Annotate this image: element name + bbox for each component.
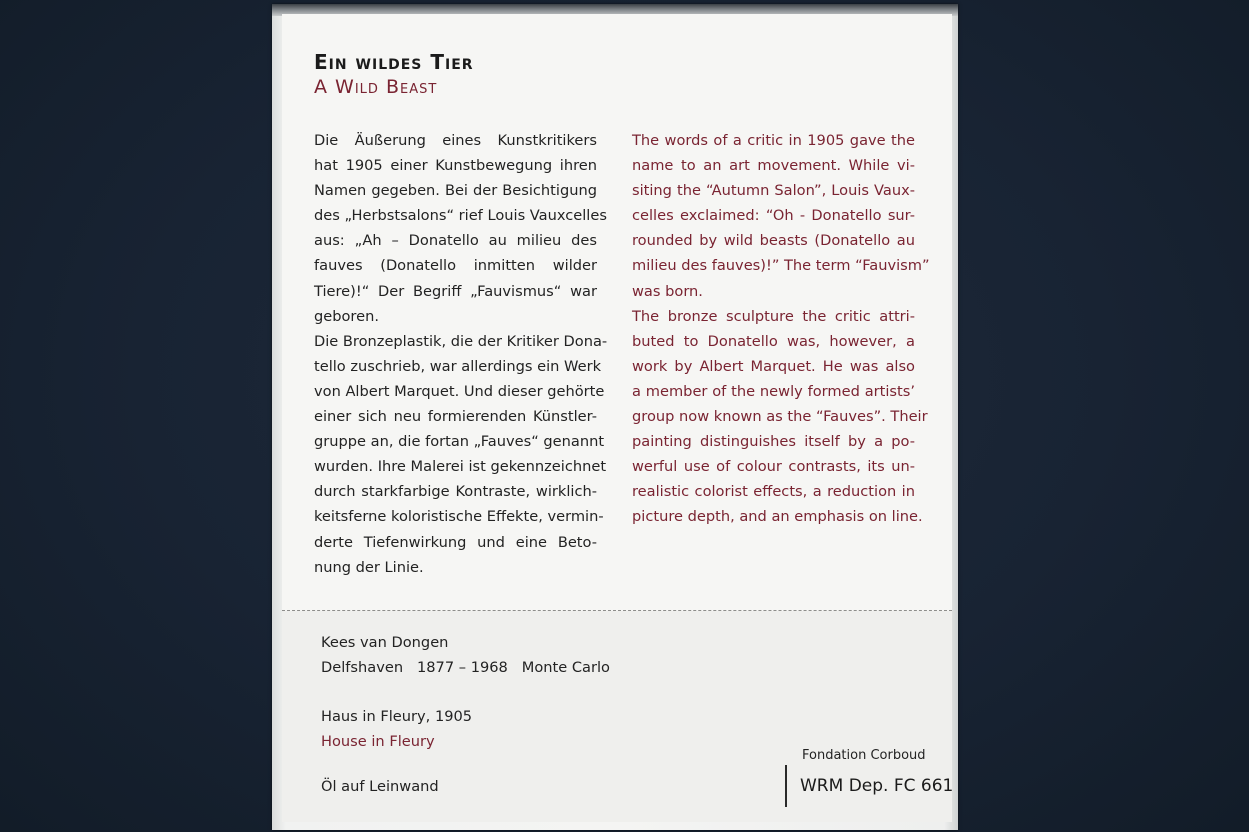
text-line: name to an art movement. While vi- bbox=[632, 157, 915, 175]
text-line: nung der Linie. bbox=[314, 558, 424, 576]
text-line: a member of the newly formed artists’ bbox=[632, 382, 915, 400]
text-line: The words of a critic in 1905 gave the bbox=[632, 132, 915, 149]
artist-life-dates: Delfshaven 1877 – 1968 Monte Carlo bbox=[321, 659, 610, 676]
text-line: gruppe an, die fortan „Fauves“ genannt bbox=[314, 433, 605, 451]
text-line: Die Äußerung eines Kunstkritikers bbox=[314, 132, 597, 149]
artist-info bbox=[321, 630, 610, 680]
text-line: derte Tiefenwirkung und eine Beto- bbox=[314, 533, 597, 551]
museum-label-card bbox=[282, 14, 952, 822]
text-line: hat 1905 einer Kunstbewegung ihren bbox=[314, 157, 597, 175]
text-line: keitsferne koloristische Effekte, vermin- bbox=[314, 508, 604, 526]
text-line: tello zuschrieb, war allerdings ein Werk bbox=[314, 357, 602, 375]
text-line: work by Albert Marquet. He was also bbox=[632, 357, 915, 375]
artwork-title-german: Haus in Fleury, 1905 bbox=[321, 708, 473, 725]
text-line: werful use of colour contrasts, its un- bbox=[632, 458, 915, 476]
artwork-title-english: House in Fleury bbox=[321, 733, 435, 750]
text-line: Die Bronzeplastik, die der Kritiker Dona- bbox=[314, 332, 608, 350]
text-line: celles exclaimed: “Oh - Donatello sur- bbox=[632, 207, 915, 225]
text-line: painting distinguishes itself by a po- bbox=[632, 433, 915, 451]
text-column-german bbox=[314, 128, 608, 580]
text-line: milieu des fauves)!” The term “Fauvism” bbox=[632, 257, 930, 275]
text-line: einer sich neu formierenden Künstler- bbox=[314, 408, 597, 426]
title-english: A Wild Beast bbox=[314, 76, 438, 98]
text-line: Namen gegeben. Bei der Besichtigung bbox=[314, 182, 597, 200]
text-column-english bbox=[632, 128, 930, 530]
text-line: was born. bbox=[632, 282, 703, 300]
text-line: The bronze sculpture the critic attri- bbox=[632, 307, 915, 325]
text-line: buted to Donatello was, however, a bbox=[632, 332, 915, 350]
inventory-number: WRM Dep. FC 661 bbox=[800, 776, 954, 796]
inventory-separator bbox=[785, 765, 787, 807]
text-line: geboren. bbox=[314, 307, 379, 325]
text-line: von Albert Marquet. Und dieser gehörte bbox=[314, 382, 605, 400]
title-german: Ein wildes Tier bbox=[314, 50, 474, 74]
artwork-info bbox=[321, 704, 472, 754]
text-line: picture depth, and an emphasis on line. bbox=[632, 508, 923, 526]
text-line: Tiere)!“ Der Begriff „Fauvismus“ war bbox=[314, 282, 597, 300]
artist-name: Kees van Dongen bbox=[321, 634, 449, 651]
lender-name: Fondation Corboud bbox=[802, 748, 926, 763]
artwork-medium: Öl auf Leinwand bbox=[321, 778, 439, 795]
text-line: group now known as the “Fauves”. Their bbox=[632, 408, 928, 426]
text-line: wurden. Ihre Malerei ist gekennzeichnet bbox=[314, 458, 607, 476]
text-line: realistic colorist effects, a reduction in bbox=[632, 483, 915, 501]
text-line: fauves (Donatello inmitten wilder bbox=[314, 257, 597, 275]
text-line: rounded by wild beasts (Donatello au bbox=[632, 232, 915, 250]
text-line: aus: „Ah – Donatello au milieu des bbox=[314, 232, 597, 250]
text-line: durch starkfarbige Kontraste, wirklich- bbox=[314, 483, 597, 501]
text-line: des „Herbstsalons“ rief Louis Vauxcelles bbox=[314, 207, 607, 225]
dashed-divider bbox=[282, 610, 952, 611]
text-line: siting the “Autumn Salon”, Louis Vaux- bbox=[632, 182, 915, 200]
